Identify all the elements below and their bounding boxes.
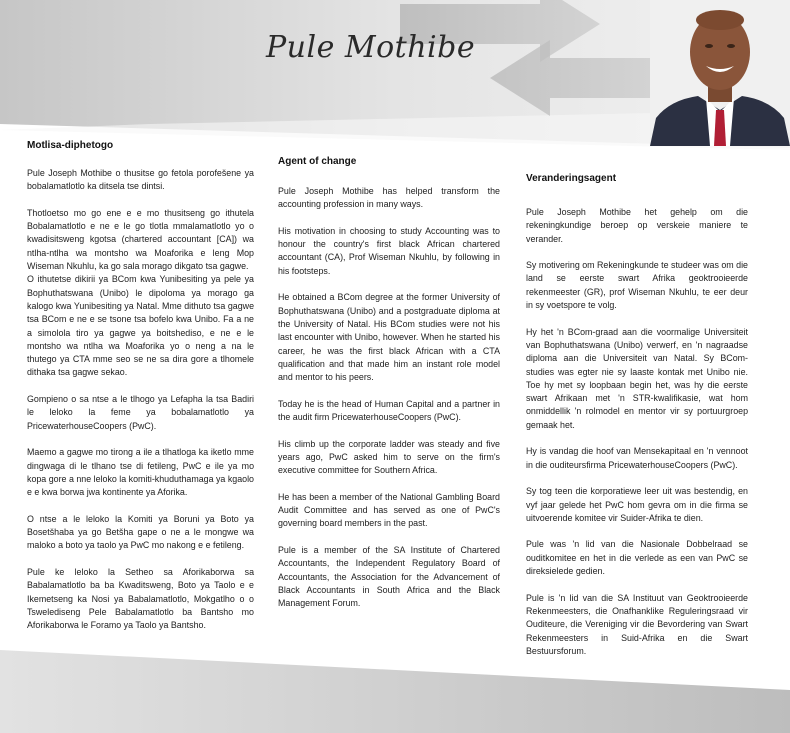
paragraph: Pule Joseph Mothibe het gehelp om die rekeningkundige beroep op verskeie maniere te verander. — [526, 207, 748, 244]
column-afrikaans — [526, 172, 748, 671]
paragraph: Pule was 'n lid van die Nasionale Dobbelraad se ouditkomitee en het in die verlede as een van PwC se direksielede gedien. — [526, 539, 748, 577]
paragraph: Pule ke leloko la Setheo sa Aforikaborwa sa Babalamatlotlo ba ba Kwaditsweng, Boto ya Taolo e e Ikemetseng ka Nosi ya Babalamatlotlo, Mokgatlho o o Tswelediseng Pele Babalamatlotlo ba Bantsho mo Aforikaborwa le Foramo ya Taolo ya Bantsho. — [27, 566, 254, 631]
paragraph: Hy is vandag die hoof van Mensekapitaal en 'n vennoot in die ouditeursfirma PricewaterhouseCoopers (PwC). — [526, 446, 748, 470]
paragraph: Sy tog teen die korporatiewe leer uit was bestendig, en vyf jaar gelede het PwC hom gevra om in die firma se uitvoerende komitee vir Suider-Afrika te dien. — [526, 486, 748, 523]
paragraph: He has been a member of the National Gambling Board Audit Committee and has served as one of PwC's governing board members in the past. — [278, 491, 500, 529]
paragraph: Gompieno o sa ntse a le tlhogo ya Lefapha la tsa Badiri le leloko la feme ya bobalamatlotlo ya PricewaterhouseCoopers (PwC). — [27, 394, 254, 431]
page-title: Pule Mothibe — [266, 30, 476, 65]
paragraph: Maemo a gagwe mo tirong a ile a tlhatloga ka iketlo mme dingwaga di le tlhano tse di fetileng, PwC e ile ya mo kopa gore a nne leloko la komiti-khuduthamaga ya kgaolo e e kwa borwa jwa kontinente ya Aforika. — [27, 447, 254, 498]
column-setswana — [27, 139, 254, 646]
column-heading: Veranderingsagent — [526, 173, 617, 184]
paragraph: Sy motivering om Rekeningkunde te studeer was om die land se eerste swart Afrika geoktrooieerde rekenmeester (GR), prof Wiseman Nkuhlu, te eer deur in sy voetspore te volg. — [526, 260, 748, 311]
paragraph: Pule is a member of the SA Institute of Chartered Accountants, the Independent Regulatory Board of Accountants, the Association for the Advancement of Black Accountants in South Africa and the Black Management Forum. — [278, 545, 500, 609]
paragraph: O ithutetse dikirii ya BCom kwa Yunibesiting ya pele ya Bophuthatswana (Unibo) le dipoloma ya morago ga kalogo kwa Yunibesiting ya Natal. Mme dithuto tsa gagwe tsa BCom e ne e se tsone tsa bofelo kwa Unibo. Fa a ne a simolola tiro ya gagwe ya boitshediso, e ne e le montsho wa ntlha wa Moaforika yo o neng a na le thutego ya CTA mme seo se ne sa dira gore a tlhomele dithaka tsa gagwe sekao. — [27, 274, 254, 378]
paragraph: Pule Joseph Mothibe o thusitse go fetola porofešene ya bobalamatlotlo ka ditsela tse dintsi. — [27, 168, 254, 192]
paragraph: Thotloetso mo go ene e e mo thusitseng go ithutela Bobalamatlotlo e ne e le go tlotla mmalamatlotlo yo o kwadisitsweng kgotsa (chartered accountant [CA]) wa ntlha-ntlha wa montsho wa Moaforika e leng Mop Wiseman Nkuhlu, ka go sala morago dikgato tsa gagwe. — [27, 207, 254, 272]
column-english — [278, 155, 500, 624]
paragraph: O ntse a le leloko la Komiti ya Boruni ya Boto ya Bosetšhaba ya go Betšha gape o ne a le mongwe wa maloko a boto ya taolo ya PwC mo nakong e e fetileng. — [27, 513, 254, 551]
column-heading: Motlisa-diphetogo — [27, 140, 114, 151]
portrait-photo — [650, 0, 790, 146]
paragraph: He obtained a BCom degree at the former University of Bophuthatswana (Unibo) and a postgraduate diploma at the University of Natal. His BCom studies were not his last encounter with Unibo, however. When he started his career, he was the first black African with a CTA qualification and that made him an instant role model and mentor to his peers. — [278, 292, 500, 383]
paragraph: Pule is 'n lid van die SA Instituut van Geoktrooieerde Rekenmeesters, die Onafhanklike Reguleringsraad vir Ouditeure, die Vereniging vir die Bevordering van Swart Rekenmeesters in Suid-Afrika en die Swart Bestuursforum. — [526, 592, 748, 656]
paragraph: Hy het 'n BCom-graad aan die voormalige Universiteit van Bophuthatswana (Unibo) verwerf, en 'n nagraadse diploma aan die Universiteit van Natal. Sy BCom-studies was egter nie sy laaste kontak met Unibo nie. Toe hy met sy loopbaan begin het, was hy die eerste swart Afrikaan met 'n STR-kwalifikasie, wat hom onmiddellik 'n rolmodel en mentor vir sy portuurgroep gemaak het. — [526, 326, 748, 430]
paragraph: His motivation in choosing to study Accounting was to honour the country's first black African chartered accountant (CA), Prof Wiseman Nkuhlu, by following in his footsteps. — [278, 225, 500, 276]
paragraph: Today he is the head of Human Capital and a partner in the audit firm PricewaterhouseCoopers (PwC). — [278, 398, 500, 423]
paragraph: Pule Joseph Mothibe has helped transform the accounting profession in many ways. — [278, 186, 500, 210]
paragraph: His climb up the corporate ladder was steady and five years ago, PwC asked him to serve on the firm's executive committee for Southern Africa. — [278, 438, 500, 476]
column-heading: Agent of change — [278, 156, 357, 167]
